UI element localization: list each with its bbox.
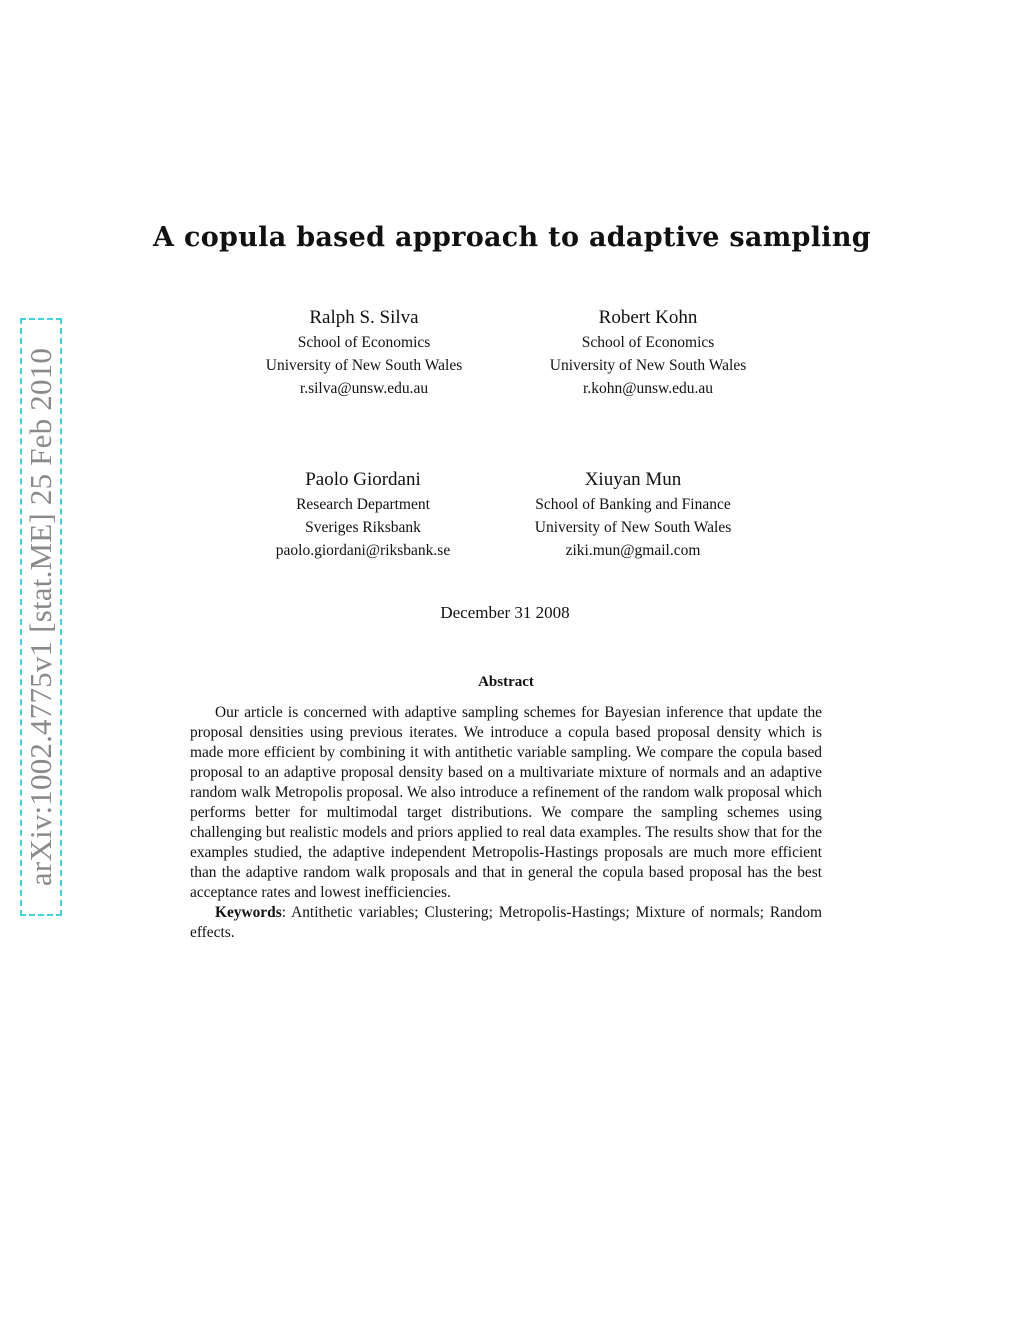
author-department: School of Economics — [581, 334, 715, 351]
author-institution: University of New South Wales — [534, 519, 732, 536]
author-institution: Sveriges Riksbank — [305, 519, 421, 536]
author-institution: University of New South Wales — [549, 357, 747, 374]
paper-title: A copula based approach to adaptive sampling — [153, 222, 871, 253]
author-department: School of Banking and Finance — [535, 496, 731, 513]
author-institution: University of New South Wales — [265, 357, 463, 374]
author-email[interactable]: ziki.mun@gmail.com — [565, 542, 701, 559]
author-name: Robert Kohn — [598, 307, 698, 328]
author-department: School of Economics — [297, 334, 431, 351]
keywords-list: : Antithetic variables; Clustering; Metropolis-Hastings; Mixture of normals; Random effects. — [190, 904, 822, 941]
keywords-label: Keywords — [215, 904, 282, 921]
keywords — [190, 903, 822, 943]
author-block — [213, 467, 513, 562]
author-block — [483, 467, 783, 562]
author-name: Paolo Giordani — [305, 469, 421, 490]
abstract-heading: Abstract — [478, 674, 534, 690]
author-name: Ralph S. Silva — [309, 307, 419, 328]
author-name: Xiuyan Mun — [584, 469, 682, 490]
author-email[interactable]: paolo.giordani@riksbank.se — [275, 542, 451, 559]
author-block — [498, 305, 798, 400]
author-email[interactable]: r.kohn@unsw.edu.au — [583, 380, 713, 397]
paper-date: December 31 2008 — [440, 603, 570, 622]
arxiv-identifier[interactable]: arXiv:1002.4775v1 [stat.ME] 25 Feb 2010 — [23, 347, 58, 887]
author-block — [214, 305, 514, 400]
abstract — [190, 703, 822, 943]
abstract-text: Our article is concerned with adaptive sampling schemes for Bayesian inference that update the proposal densities using previous iterates. We introduce a copula based proposal density which is made more efficient by combining it with antithetic variable sampling. We compare the copula based proposal to an adaptive proposal density based on a multivariate mixture of normals and an adaptive random walk Metropolis proposal. We also introduce a refinement of the random walk proposal which performs better for multimodal target distributions. We compare the sampling schemes using challenging but realistic models and priors applied to real data examples. The results show that for the examples studied, the adaptive independent Metropolis-Hastings proposals are much more efficient than the adaptive random walk proposals and that in general the copula based proposal has the best acceptance rates and lowest inefficiencies. — [190, 704, 822, 901]
author-email[interactable]: r.silva@unsw.edu.au — [299, 380, 429, 397]
author-department: Research Department — [296, 496, 430, 513]
